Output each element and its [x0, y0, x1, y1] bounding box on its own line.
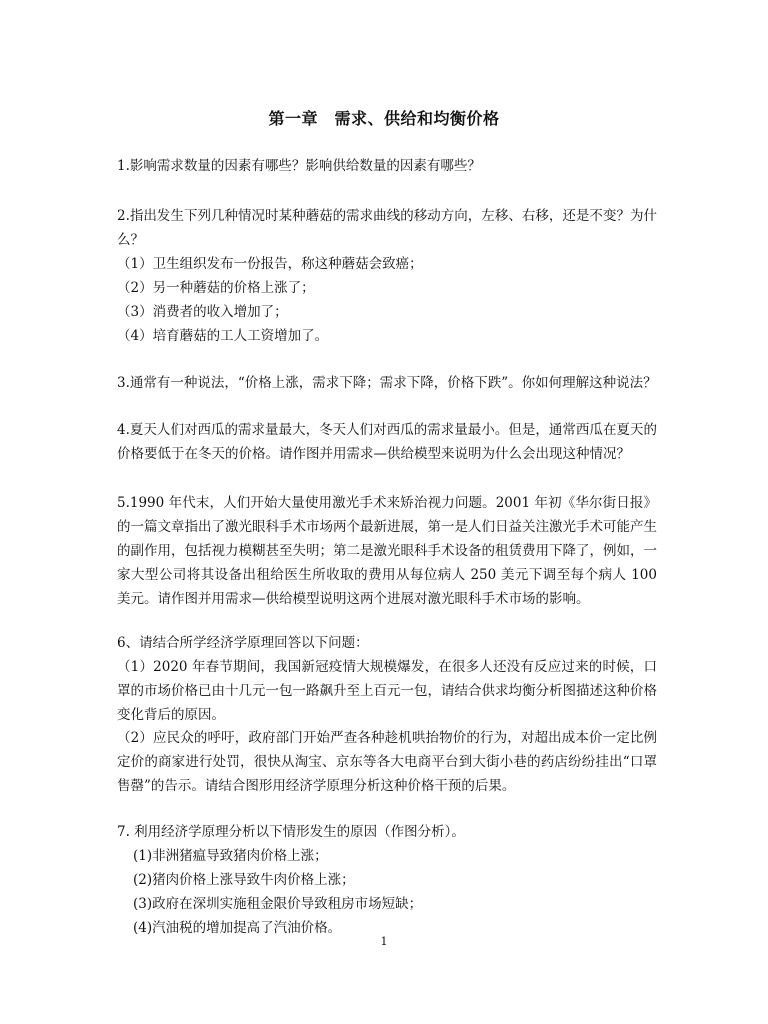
question-4: 4.夏天人们对西瓜的需求量最大，冬天人们对西瓜的需求量最小。但是，通常西瓜在夏天的价格要低于在冬天的价格。请作图并用需求—供给模型来说明为什么会出现这种情况？ — [117, 422, 657, 462]
question-6-item-2: （2）应民众的呼吁，政府部门开始严查各种趁机哄抬物价的行为，对超出成本价一定比例定价的商家进行处罚，很快从淘宝、京东等各大电商平台到大街小巷的药店纷纷挂出“口罩售罄”的告示。请结合图形用经济学原理分析这种价格干预的后果。 — [117, 730, 657, 794]
question-2-item-4: （4）培育蘑菇的工人工资增加了。 — [117, 328, 329, 344]
question-5: 5.1990 年代末，人们开始大量使用激光手术来矫治视力问题。2001 年初《华尔街日报》的一篇文章指出了激光眼科手术市场两个最新进展，第一是人们日益关注激光手术可能产生的副作用，包括视力模糊甚至失明；第二是激光眼科手术设备的租赁费用下降了，例如，一家大型公司将其设备出租给医生所收取的费用从每位病人 250 美元下调至每个病人 100 美元。请作图并用需求—供给模型说明这两个进展对激光眼科手术市场的影响。 — [117, 495, 657, 607]
question-7-item-3: (3)政府在深圳实施租金限价导致租房市场短缺； — [133, 896, 423, 912]
question-7-item-4: (4)汽油税的增加提高了汽油价格。 — [133, 920, 342, 936]
question-2: 2.指出发生下列几种情况时某种蘑菇的需求曲线的移动方向，左移、右移，还是不变？为什么？ — [117, 208, 657, 248]
question-2-item-2: （2）另一种蘑菇的价格上涨了； — [117, 280, 315, 296]
page-number: 1 — [380, 935, 388, 948]
question-7-item-1: (1)非洲猪瘟导致猪肉价格上涨； — [133, 848, 328, 864]
question-6: 6、请结合所学经济学原理回答以下问题： — [117, 635, 369, 651]
question-2-item-1: （1）卫生组织发布一份报告，称这种蘑菇会致癌； — [117, 256, 423, 272]
chapter-title: 第一章 需求、供给和均衡价格 — [268, 109, 500, 128]
question-7: 7. 利用经济学原理分析以下情形发生的原因（作图分析）。 — [117, 824, 465, 840]
question-1: 1.影响需求数量的因素有哪些？影响供给数量的因素有哪些？ — [117, 158, 481, 174]
question-6-item-1: （1）2020 年春节期间，我国新冠疫情大规模爆发，在很多人还没有反应过来的时候，口罩的市场价格已由十几元一包一路飙升至上百元一包，请结合供求均衡分析图描述这种价格变化背后的原因。 — [117, 659, 657, 723]
question-7-item-2: (2)猪肉价格上涨导致牛肉价格上涨； — [133, 872, 355, 888]
question-3: 3.通常有一种说法，“价格上涨，需求下降；需求下降，价格下跌”。你如何理解这种说法？ — [117, 375, 657, 391]
question-2-item-3: （3）消费者的收入增加了； — [117, 304, 288, 320]
